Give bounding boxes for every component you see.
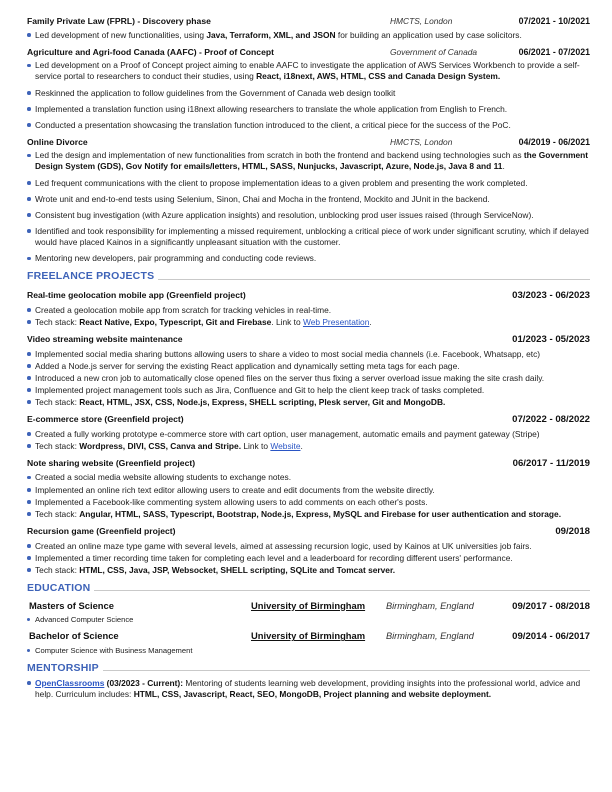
- job-date: 04/2019 - 06/2021: [518, 136, 590, 147]
- education-detail: Advanced Computer Science: [27, 615, 590, 625]
- text-segment: Created a geolocation mobile app from scratch for tracking vehicles in real-time.: [35, 304, 332, 315]
- degree: Bachelor of Science: [29, 630, 119, 642]
- bullet-item: [27, 178, 590, 189]
- external-link[interactable]: OpenClassrooms: [35, 677, 105, 688]
- bullet-item: [27, 150, 590, 172]
- location: Birmingham, England: [386, 631, 474, 642]
- freelance-projects: [27, 290, 590, 576]
- external-link[interactable]: Website: [270, 440, 301, 451]
- education-date: 09/2017 - 08/2018: [512, 600, 590, 612]
- job-organization: HMCTS, London: [390, 16, 453, 26]
- location: Birmingham, England: [386, 600, 474, 611]
- job-date: 06/2021 - 07/2021: [518, 46, 590, 57]
- bullet-item: [27, 120, 590, 131]
- job-header: [27, 137, 590, 149]
- bullet-item: [27, 88, 590, 99]
- text-segment: Led the design and implementation of new functionalities from scratch in both the frontend and backend using technologies such as: [35, 150, 524, 161]
- bullet-item: [27, 210, 590, 221]
- education-entry: [27, 600, 590, 614]
- bullet-item: [27, 349, 590, 360]
- bullet-item: [27, 253, 590, 264]
- job-header: [27, 16, 590, 28]
- bullet-item: [27, 553, 590, 564]
- bold-text: Java, Terraform, XML, and JSON: [206, 29, 336, 40]
- project-title: E-commerce store (Greenfield project): [27, 413, 184, 424]
- project-date: 06/2017 - 11/2019: [512, 457, 590, 469]
- bullet-item: [27, 485, 590, 496]
- project-bullets: [27, 541, 590, 576]
- project-header: [27, 414, 590, 427]
- bullet-item: [27, 373, 590, 384]
- project-header: [27, 290, 590, 303]
- text-segment: Wrote unit and end-to-end tests using Selenium, Sinon, Chai and Mocha in the frontend, Mockito and JUnit in the backend.: [35, 193, 490, 204]
- bullet-item: [27, 30, 590, 41]
- bullet-item: [27, 194, 590, 205]
- text-segment: Tech stack:: [35, 316, 80, 327]
- text-segment: Added a Node.js server for serving the existing React application and dynamically setting meta tags for each page.: [35, 360, 460, 371]
- text-segment: Created a social media website allowing students to exchange notes.: [35, 472, 292, 483]
- bullet-item: [27, 565, 590, 576]
- bold-text: HTML, CSS, Java, JSP, Websocket, SHELL scripting, SQLite and Tomcat server.: [79, 564, 396, 575]
- section-divider: [103, 670, 590, 671]
- experience-section: [27, 16, 590, 264]
- mentorship-section-header: [27, 662, 590, 676]
- text-segment: Implemented social media sharing buttons allowing users to share a video to most social media channels (i.e. Facebook, Whatsapp, etc): [35, 348, 541, 359]
- text-segment: Implemented project management tools such as Jira, Confluence and Git to help the client keep track of tasks completed.: [35, 384, 485, 395]
- text-segment: Tech stack:: [35, 508, 80, 519]
- text-segment: Implemented a translation function using i18next allowing researchers to translate the whole application from English to French.: [35, 103, 508, 114]
- bold-text: React, HTML, JSX, CSS, Node.js, Express, SHELL scripting, Plesk server, Git and MongoDB.: [79, 396, 446, 407]
- bold-text: React Native, Expo, Typescript, Git and Firebase: [79, 316, 272, 327]
- job-title: Agriculture and Agri-food Canada (AAFC) - Proof of Concept: [27, 46, 274, 57]
- job-title: Online Divorce: [27, 136, 88, 147]
- text-segment: Implemented an online rich text editor allowing users to create and edit documents from the website directly.: [35, 484, 435, 495]
- bold-text: HTML, CSS, Javascript, React, SEO, MongoDB, Project planning and website deployment.: [133, 688, 492, 699]
- job-bullets: [27, 30, 590, 41]
- text-segment: Link to: [241, 440, 271, 451]
- text-segment: for building an application used by case solicitors.: [335, 29, 522, 40]
- bold-text: Wordpress, DIVI, CSS, Canva and Stripe.: [79, 440, 242, 451]
- bold-text: the Government Design System (GDS), Gov Notify for emails/letters, HTML, SASS, Nunjucks, Javascript, Azure, Node.js, Java 8 and 11: [35, 150, 589, 172]
- education-entry: [27, 630, 590, 644]
- bullet-item: [27, 509, 590, 520]
- bullet-item: [27, 397, 590, 408]
- project-title: Video streaming website maintenance: [27, 333, 183, 344]
- text-segment: Introduced a new cron job to automatically close opened files on the server thus fixing a server overload issue making the site crash daily.: [35, 372, 545, 383]
- text-segment: Tech stack:: [35, 440, 80, 451]
- bullet-item: [27, 60, 590, 82]
- degree: Masters of Science: [29, 599, 114, 611]
- university: University of Birmingham: [251, 630, 366, 642]
- bullet-item: [27, 385, 590, 396]
- education-list: [27, 600, 590, 656]
- bold-text: React, i18next, AWS, HTML, CSS and Canada Design System.: [256, 71, 501, 82]
- project-bullets: [27, 349, 590, 408]
- text-segment: Created a fully working prototype e-commerce store with cart option, user management, automatic emails and payment gateway (Stripe): [35, 428, 540, 439]
- text-segment: Led development on a Proof of Concept project aiming to enable AAFC to investigate the application of AWS Services Workbench to provide a self-service portal to researchers to conduct their studies, using: [35, 60, 580, 82]
- job-bullets: [27, 150, 590, 264]
- text-segment: Created an online maze type game with several levels, aimed at assessing recursion logic, used by Kainos at UK universities job fairs.: [35, 540, 532, 551]
- job-header: [27, 47, 590, 59]
- text-segment: .: [369, 316, 372, 327]
- university: University of Birmingham: [251, 599, 366, 611]
- project-bullets: [27, 472, 590, 519]
- text-segment: Consistent bug investigation (with Azure application insights) and resolution, unblocking prod user issues raised (through ServiceNow).: [35, 209, 534, 220]
- text-segment: Implemented a timer recording time taken for completing each level and a leaderboard for recording different users' performance.: [35, 552, 513, 563]
- mentorship-list: [27, 678, 590, 700]
- project-bullets: [27, 305, 590, 328]
- text-segment: Reskinned the application to follow guidelines from the Government of Canada web design toolkit: [35, 87, 396, 98]
- section-divider: [158, 279, 590, 280]
- bullet-item: [27, 226, 590, 248]
- project-date: 07/2022 - 08/2022: [512, 413, 590, 425]
- text-segment: .: [502, 161, 505, 172]
- job-organization: Government of Canada: [390, 46, 478, 57]
- education-section-header: [27, 582, 590, 596]
- text-segment: Implemented a Facebook-like commenting system allowing users to add comments on each other's posts.: [35, 496, 428, 507]
- text-segment: .: [300, 440, 303, 451]
- bold-text: Angular, HTML, SASS, Typescript, Bootstrap, Node.js, Express, MySQL and Firebase for user authentication and storage.: [79, 508, 562, 519]
- bullet-item: [27, 317, 590, 328]
- education-detail-list: [27, 646, 590, 656]
- bullet-item: [27, 305, 590, 316]
- freelance-section-header: [27, 270, 590, 284]
- project-header: [27, 334, 590, 347]
- project-title: Real-time geolocation mobile app (Greenfield project): [27, 290, 246, 300]
- project-header: [27, 458, 590, 471]
- education-detail: Computer Science with Business Management: [27, 646, 590, 656]
- text-segment: Tech stack:: [35, 564, 80, 575]
- section-title: MENTORSHIP: [27, 661, 99, 674]
- job-organization: HMCTS, London: [390, 136, 453, 147]
- project-title: Note sharing website (Greenfield project): [27, 457, 196, 468]
- project-title: Recursion game (Greenfield project): [27, 525, 176, 536]
- bullet-item: [27, 361, 590, 372]
- section-divider: [94, 590, 590, 591]
- bullet-item: [27, 104, 590, 115]
- text-segment: Tech stack:: [35, 396, 80, 407]
- job-bullets: [27, 60, 590, 130]
- text-segment: Mentoring of students learning web development, providing insights into the professional world, advice and help. Curriculum includes:: [35, 677, 581, 699]
- project-date: 09/2018: [555, 525, 590, 537]
- education-detail-list: [27, 615, 590, 625]
- bullet-item: [27, 472, 590, 483]
- project-date: 03/2023 - 06/2023: [512, 290, 590, 301]
- bold-text: (03/2023 - Current):: [104, 677, 184, 688]
- bullet-item: [27, 429, 590, 440]
- text-segment: Led development of new functionalities, using: [35, 29, 207, 40]
- bullet-item: [27, 441, 590, 452]
- text-segment: Led frequent communications with the client to propose implementation ideas to a given problem and presenting the work completed.: [35, 177, 528, 188]
- external-link[interactable]: Web Presentation: [302, 316, 370, 327]
- text-segment: Conducted a presentation showcasing the translation function introduced to the client, a critical piece for the success of the PoC.: [35, 119, 511, 130]
- job-title: Family Private Law (FPRL) - Discovery phase: [27, 16, 211, 26]
- bullet-item: [27, 497, 590, 508]
- text-segment: . Link to: [271, 316, 303, 327]
- education-date: 09/2014 - 06/2017: [512, 631, 590, 643]
- project-header: [27, 526, 590, 539]
- job-date: 07/2021 - 10/2021: [518, 16, 590, 26]
- bullet-item: [27, 541, 590, 552]
- text-segment: Mentoring new developers, pair programming and conducting code reviews.: [35, 253, 317, 264]
- project-bullets: [27, 429, 590, 452]
- section-title: FREELANCE PROJECTS: [27, 270, 155, 283]
- text-segment: Identified and took responsibility for implementing a missed requirement, unblocking a critical piece of work under significant scrutiny, which if delayed would have placed Kainos in a significantly unpleasant situation with the customer.: [35, 225, 589, 247]
- section-title: EDUCATION: [27, 581, 91, 594]
- bullet-item: [27, 678, 590, 700]
- project-date: 01/2023 - 05/2023: [512, 333, 590, 345]
